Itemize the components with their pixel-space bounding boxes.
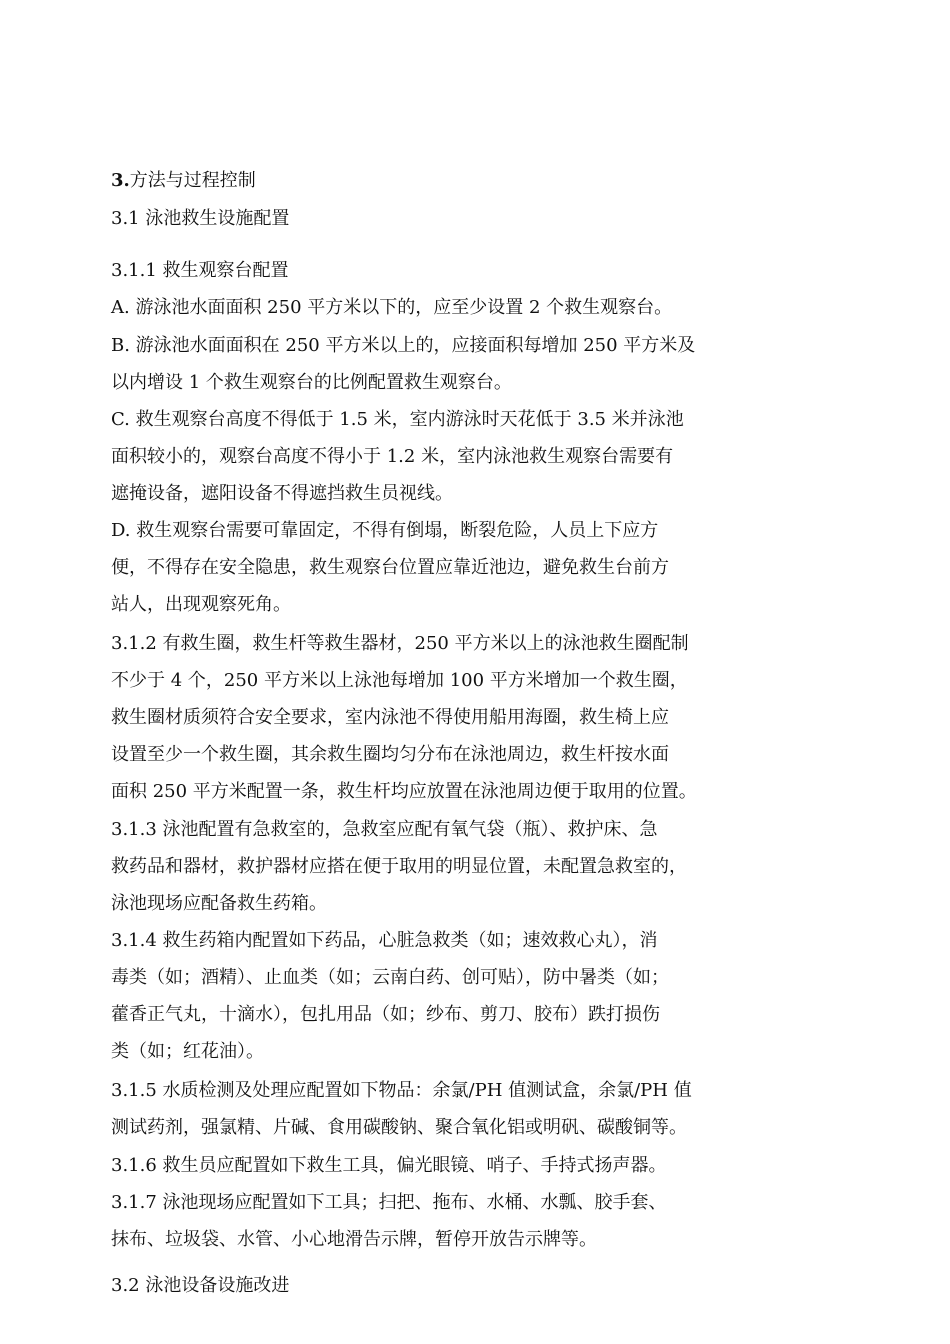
paragraph-3-1-6 — [111, 1147, 721, 1184]
paragraph-line: D. 救生观察台需要可靠固定，不得有倒塌，断裂危险，人员上下应方 — [111, 520, 659, 541]
paragraph-line: 毒类（如；酒精）、止血类（如；云南白药、创可贴），防中暑类（如； — [111, 967, 669, 988]
section-heading-3-1-text: 3.1 泳池救生设施配置 — [111, 208, 290, 229]
paragraph-line: 救药品和器材，救护器材应搭在便于取用的明显位置，未配置急救室的， — [111, 856, 687, 877]
section-heading-3 — [111, 162, 721, 199]
paragraph-line: 3.1.2 有救生圈，救生杆等救生器材，250 平方米以上的泳池救生圈配制 — [111, 633, 689, 654]
paragraph-line: 藿香正气丸，十滴水），包扎用品（如；纱布、剪刀、胶布）跌打损伤 — [111, 1004, 660, 1025]
paragraph-3-1-2 — [111, 625, 721, 810]
section-heading-3-2 — [111, 1267, 721, 1304]
paragraph-3-1-5 — [111, 1072, 721, 1146]
paragraph-3-1-3 — [111, 811, 721, 922]
subsection-heading-3-1-1 — [111, 252, 721, 289]
section-heading-3-1 — [111, 200, 721, 237]
paragraph-line: C. 救生观察台高度不得低于 1.5 米，室内游泳时天花低于 3.5 米并泳池 — [111, 409, 684, 430]
paragraph-line: 设置至少一个救生圈，其余救生圈均匀分布在泳池周边，救生杆按水面 — [111, 744, 669, 765]
paragraph-line: 类（如；红花油）。 — [111, 1041, 264, 1062]
paragraph-line: 3.1.5 水质检测及处理应配置如下物品：余氯/PH 值测试盒，余氯/PH 值 — [111, 1080, 692, 1101]
paragraph-line: 3.1.4 救生药箱内配置如下药品，心脏急救类（如；速效救心丸），消 — [111, 930, 658, 951]
section-heading-text: 方法与过程控制 — [129, 170, 256, 191]
section-heading-number: 3. — [111, 170, 130, 191]
paragraph-line: 救生圈材质须符合安全要求，室内泳池不得使用船用海圈，救生椅上应 — [111, 707, 669, 728]
paragraph-line: 抹布、垃圾袋、水管、小心地滑告示牌，暂停开放告示牌等。 — [111, 1229, 597, 1250]
paragraph-line: 3.1.6 救生员应配置如下救生工具，偏光眼镜、哨子、手持式扬声器。 — [111, 1155, 667, 1176]
paragraph-c — [111, 401, 721, 512]
paragraph-line: 不少于 4 个，250 平方米以上泳池每增加 100 平方米增加一个救生圈， — [111, 670, 688, 691]
paragraph-line: 站人，出现观察死角。 — [111, 594, 291, 615]
paragraph-line: 3.1.7 泳池现场应配置如下工具；扫把、拖布、水桶、水瓢、胶手套、 — [111, 1192, 667, 1213]
paragraph-line: 测试药剂，强氯精、片碱、食用碳酸钠、聚合氧化铝或明矾、碳酸铜等。 — [111, 1117, 687, 1138]
paragraph-line: 泳池现场应配备救生药箱。 — [111, 893, 327, 914]
paragraph-line: 面积 250 平方米配置一条，救生杆均应放置在泳池周边便于取用的位置。 — [111, 781, 697, 802]
subsection-heading-3-1-1-text: 3.1.1 救生观察台配置 — [111, 260, 289, 281]
paragraph-line: 面积较小的，观察台高度不得小于 1.2 米，室内泳池救生观察台需要有 — [111, 446, 674, 467]
paragraph-a — [111, 289, 721, 326]
paragraph-3-1-4 — [111, 922, 721, 1070]
paragraph-line: B. 游泳池水面面积在 250 平方米以上的，应接面积每增加 250 平方米及 — [111, 335, 696, 356]
paragraph-line: 遮掩设备，遮阳设备不得遮挡救生员视线。 — [111, 483, 453, 504]
paragraph-line: 3.1.3 泳池配置有急救室的，急救室应配有氧气袋（瓶）、救护床、急 — [111, 819, 658, 840]
section-heading-3-2-text: 3.2 泳池设备设施改进 — [111, 1275, 290, 1296]
paragraph-b — [111, 327, 721, 401]
paragraph-3-1-7 — [111, 1184, 721, 1258]
paragraph-d — [111, 512, 721, 623]
paragraph-line: 便，不得存在安全隐患，救生观察台位置应靠近池边，避免救生台前方 — [111, 557, 669, 578]
paragraph-line: A. 游泳池水面面积 250 平方米以下的，应至少设置 2 个救生观察台。 — [111, 297, 673, 318]
paragraph-line: 以内增设 1 个救生观察台的比例配置救生观察台。 — [111, 372, 512, 393]
